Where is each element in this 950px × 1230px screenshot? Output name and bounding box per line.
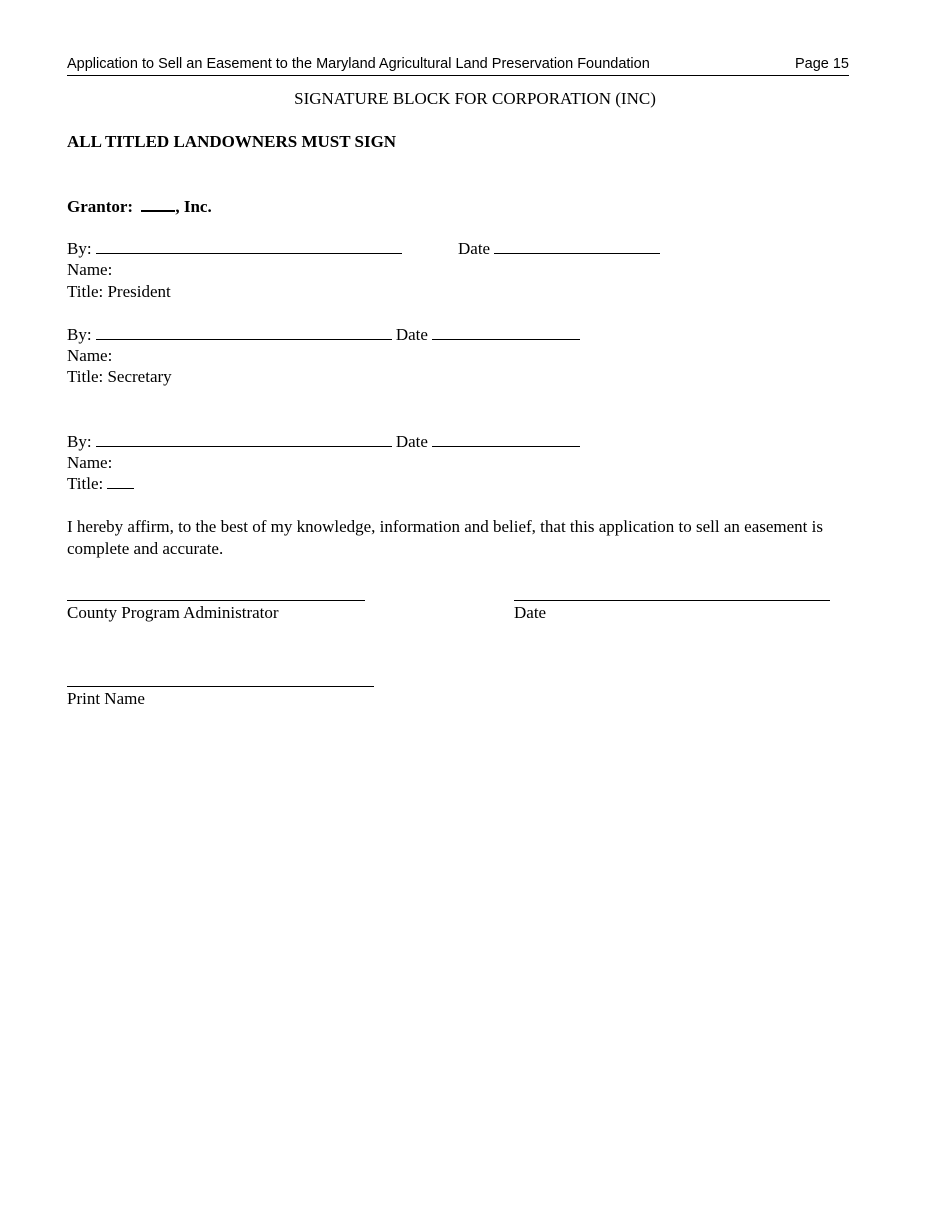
name-label: Name: [67,453,113,472]
signature-field-signer-3[interactable] [96,432,392,447]
grantor-name-field[interactable] [141,196,175,212]
admin-label: County Program Administrator [67,603,279,622]
page-number: Page 15 [794,56,849,72]
admin-date-label: Date [514,603,547,622]
grantor-suffix: , Inc. [175,197,212,216]
date-label: Date [395,432,428,451]
landowners-notice: ALL TITLED LANDOWNERS MUST SIGN [67,132,397,151]
by-label: By: [67,325,92,344]
signer-2-by-row [67,325,580,345]
by-label: By: [67,432,92,451]
name-label: Name: [67,346,113,365]
date-field-secretary[interactable] [432,325,580,340]
date-field-signer-3[interactable] [432,432,580,447]
header-title: Application to Sell an Easement to the Maryland Agricultural Land Preservation Foundation [67,56,650,72]
admin-signature-line[interactable] [67,600,365,601]
title-field-signer-3[interactable] [107,474,134,489]
title-label: Title: [67,474,104,493]
date-label: Date [458,239,491,258]
grantor-label: Grantor: [67,197,134,216]
signature-field-secretary[interactable] [96,325,392,340]
grantor-line [67,196,212,217]
signer-1-date-row [458,239,660,259]
title-row-signer-3 [67,474,134,494]
print-name-line[interactable] [67,686,374,687]
date-label: Date [395,325,428,344]
affirmation-text: I hereby affirm, to the best of my knowledge, information and belief, that this application to sell an easement is complete and accurate. [67,517,823,558]
title-label-president: Title: President [67,282,171,301]
by-label: By: [67,239,92,258]
admin-date-line[interactable] [514,600,830,601]
signer-1-by-row [67,239,402,259]
name-label: Name: [67,260,113,279]
print-name-label: Print Name [67,689,145,708]
title-label-secretary: Title: Secretary [67,367,172,386]
date-field-president[interactable] [494,239,660,254]
signer-3-by-row [67,432,580,452]
page-title: SIGNATURE BLOCK FOR CORPORATION (INC) [294,89,656,108]
running-header [67,55,849,76]
signature-field-president[interactable] [96,239,402,254]
